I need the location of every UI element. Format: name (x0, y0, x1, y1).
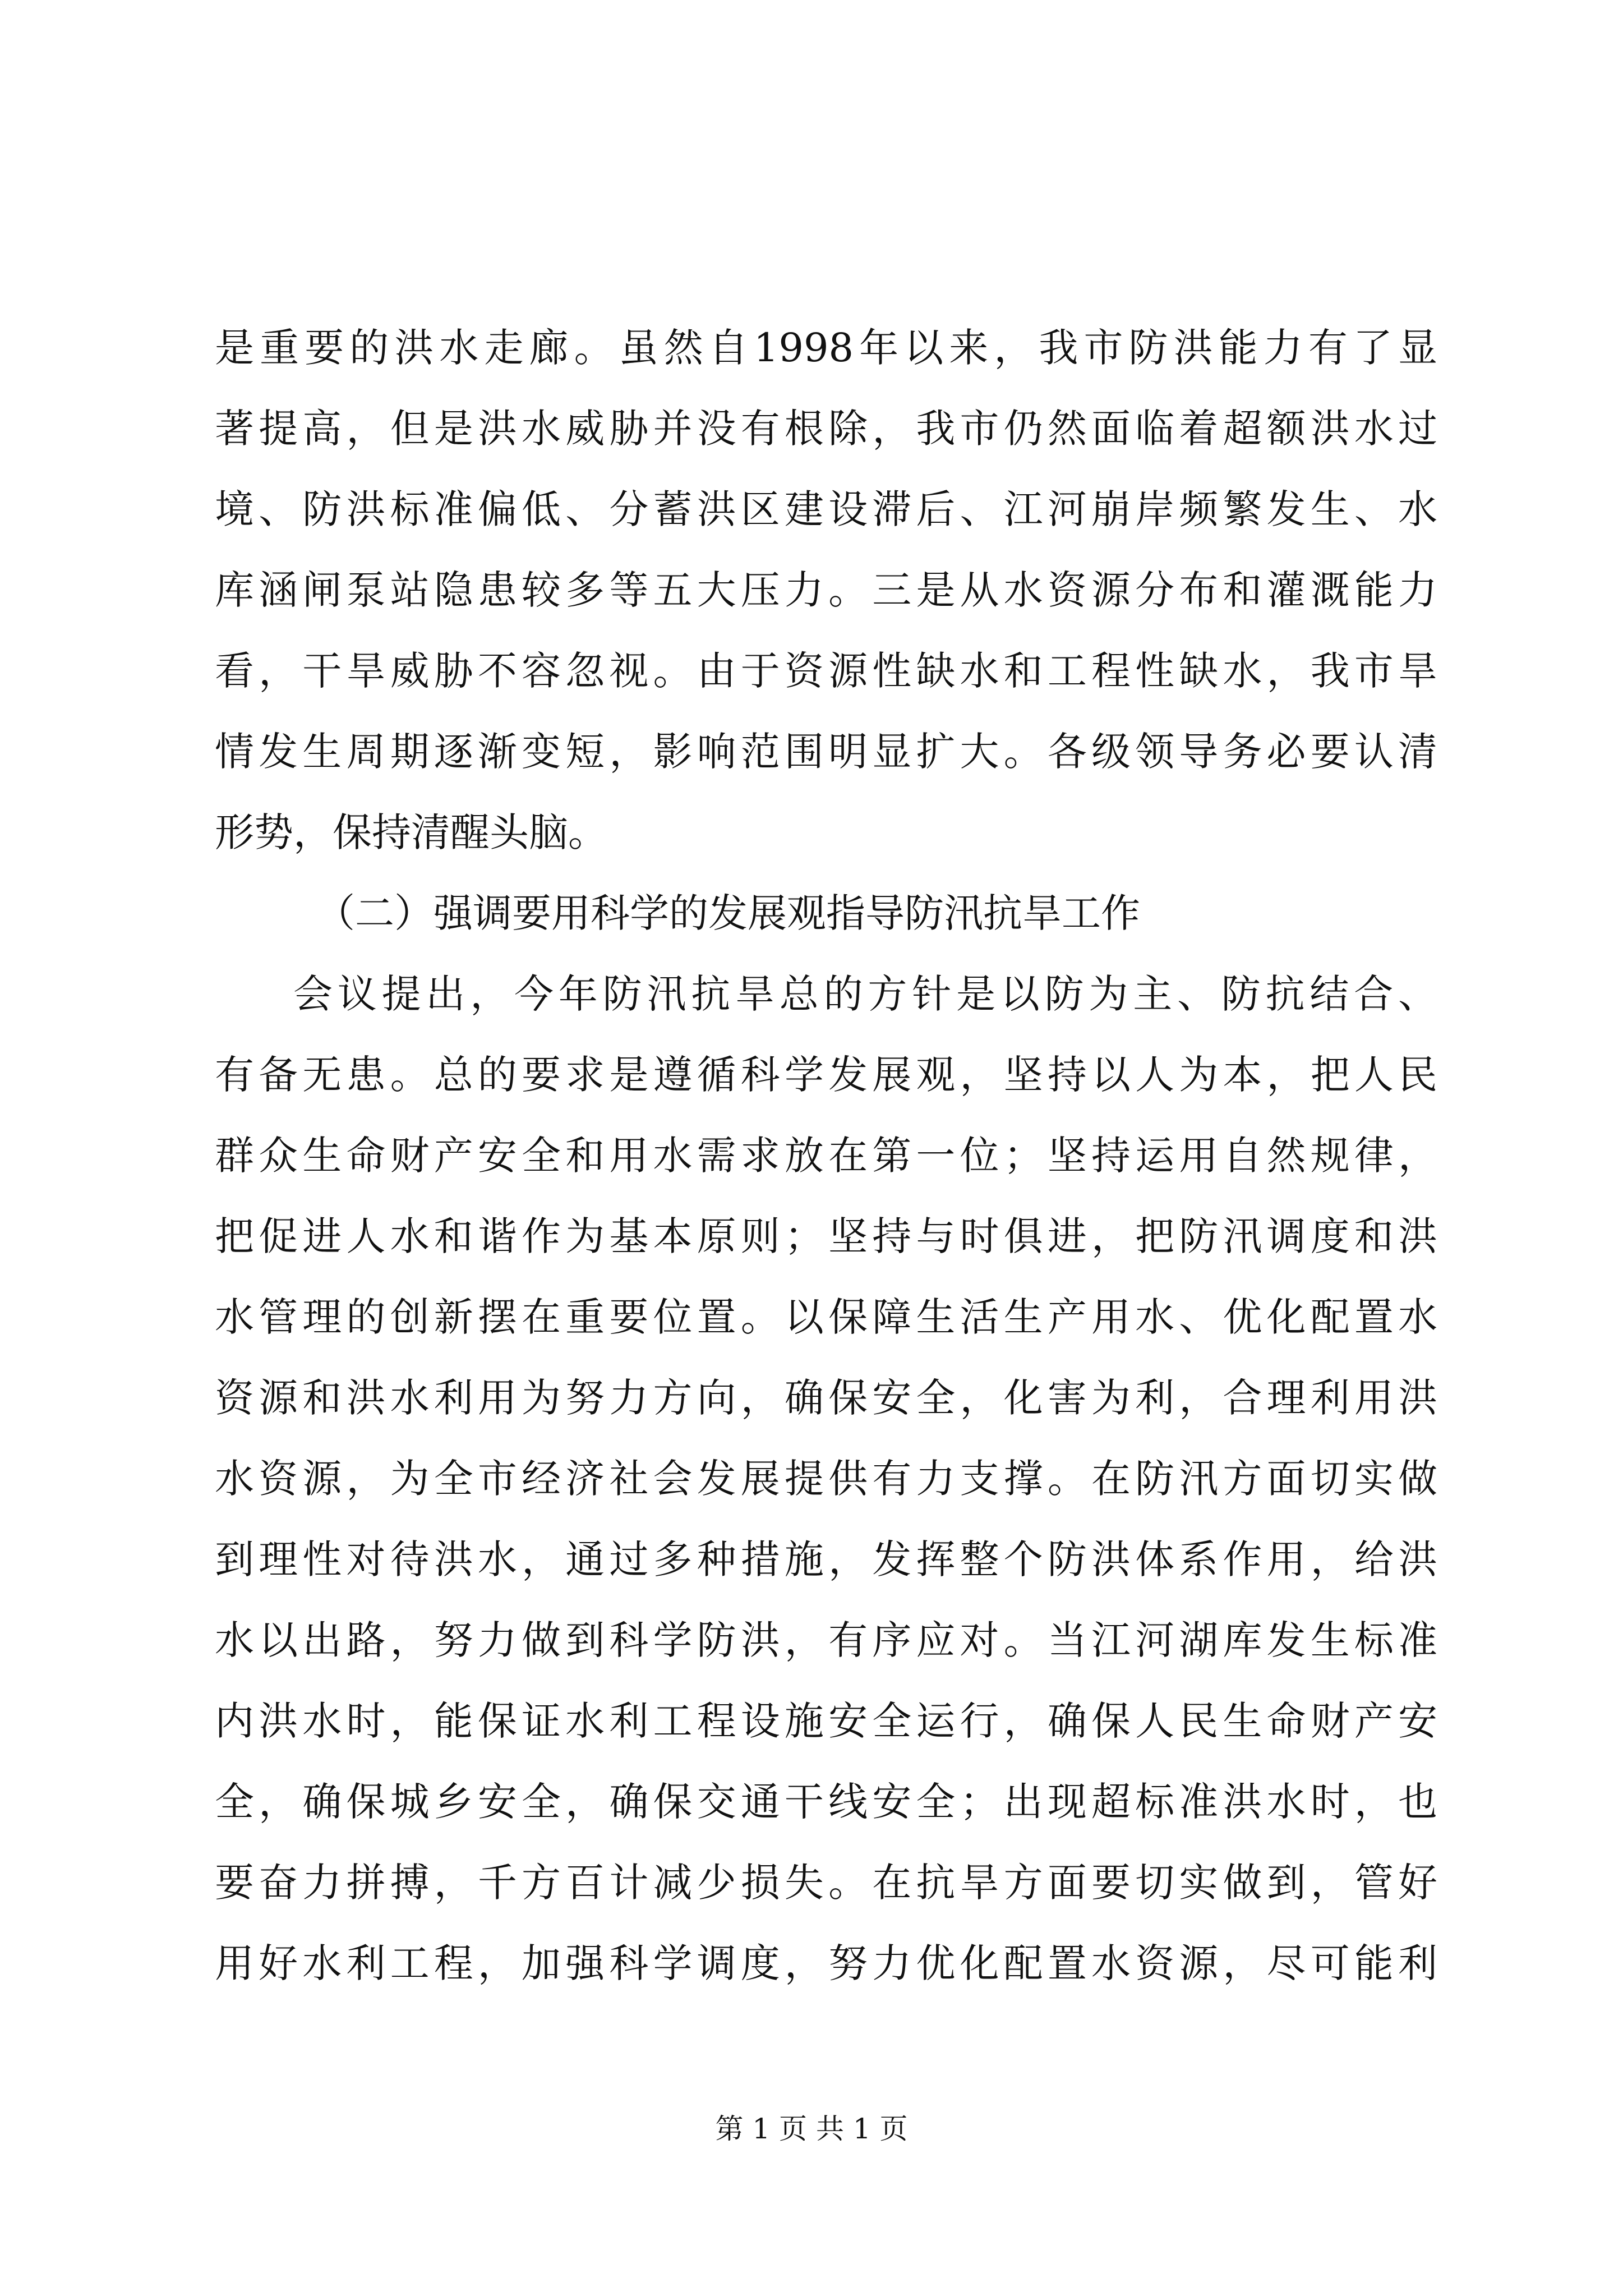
text-line: 著提高，但是洪水威胁并没有根除，我市仍然面临着超额洪水过 (215, 406, 1437, 452)
text-line: 是重要的洪水走廊。虽然自1998年以来，我市防洪能力有了显 (215, 325, 1437, 371)
text-line: 到理性对待洪水，通过多种措施，发挥整个防洪体系作用，给洪 (215, 1536, 1437, 1582)
text-line: 形势，保持清醒头脑。 (215, 809, 607, 855)
text-line: 境、防洪标准偏低、分蓄洪区建设滞后、江河崩岸频繁发生、水 (215, 486, 1437, 532)
text-line: 要奋力拼搏，千方百计减少损失。在抗旱方面要切实做到，管好 (215, 1860, 1437, 1906)
text-line: 内洪水时，能保证水利工程设施安全运行，确保人民生命财产安 (215, 1698, 1437, 1744)
text-line: 情发生周期逐渐变短，影响范围明显扩大。各级领导务必要认清 (215, 729, 1437, 775)
text-line: 把促进人水和谐作为基本原则；坚持与时俱进，把防汛调度和洪 (215, 1213, 1437, 1259)
section-heading: （二）强调要用科学的发展观指导防汛抗旱工作 (316, 890, 1140, 936)
text-line: 有备无患。总的要求是遵循科学发展观，坚持以人为本，把人民 (215, 1052, 1437, 1098)
text-line: 水管理的创新摆在重要位置。以保障生活生产用水、优化配置水 (215, 1294, 1437, 1340)
text-line: 用好水利工程，加强科学调度，努力优化配置水资源，尽可能利 (215, 1940, 1437, 1986)
text-line: 群众生命财产安全和用水需求放在第一位；坚持运用自然规律， (215, 1133, 1437, 1179)
body-text (215, 307, 1437, 2004)
text-line: 全，确保城乡安全，确保交通干线安全；出现超标准洪水时，也 (215, 1779, 1437, 1825)
text-line: 库涵闸泵站隐患较多等五大压力。三是从水资源分布和灌溉能力 (215, 567, 1437, 613)
text-line: 会议提出，今年防汛抗旱总的方针是以防为主、防抗结合、 (293, 971, 1437, 1017)
text-line: 水以出路，努力做到科学防洪，有序应对。当江河湖库发生标准 (215, 1617, 1437, 1663)
text-line: 水资源，为全市经济社会发展提供有力支撑。在防汛方面切实做 (215, 1456, 1437, 1502)
text-line: 看，干旱威胁不容忽视。由于资源性缺水和工程性缺水，我市旱 (215, 648, 1437, 694)
page-footer: 第 1 页 共 1 页 (715, 2113, 908, 2145)
text-line: 资源和洪水利用为努力方向，确保安全，化害为利，合理利用洪 (215, 1375, 1437, 1421)
